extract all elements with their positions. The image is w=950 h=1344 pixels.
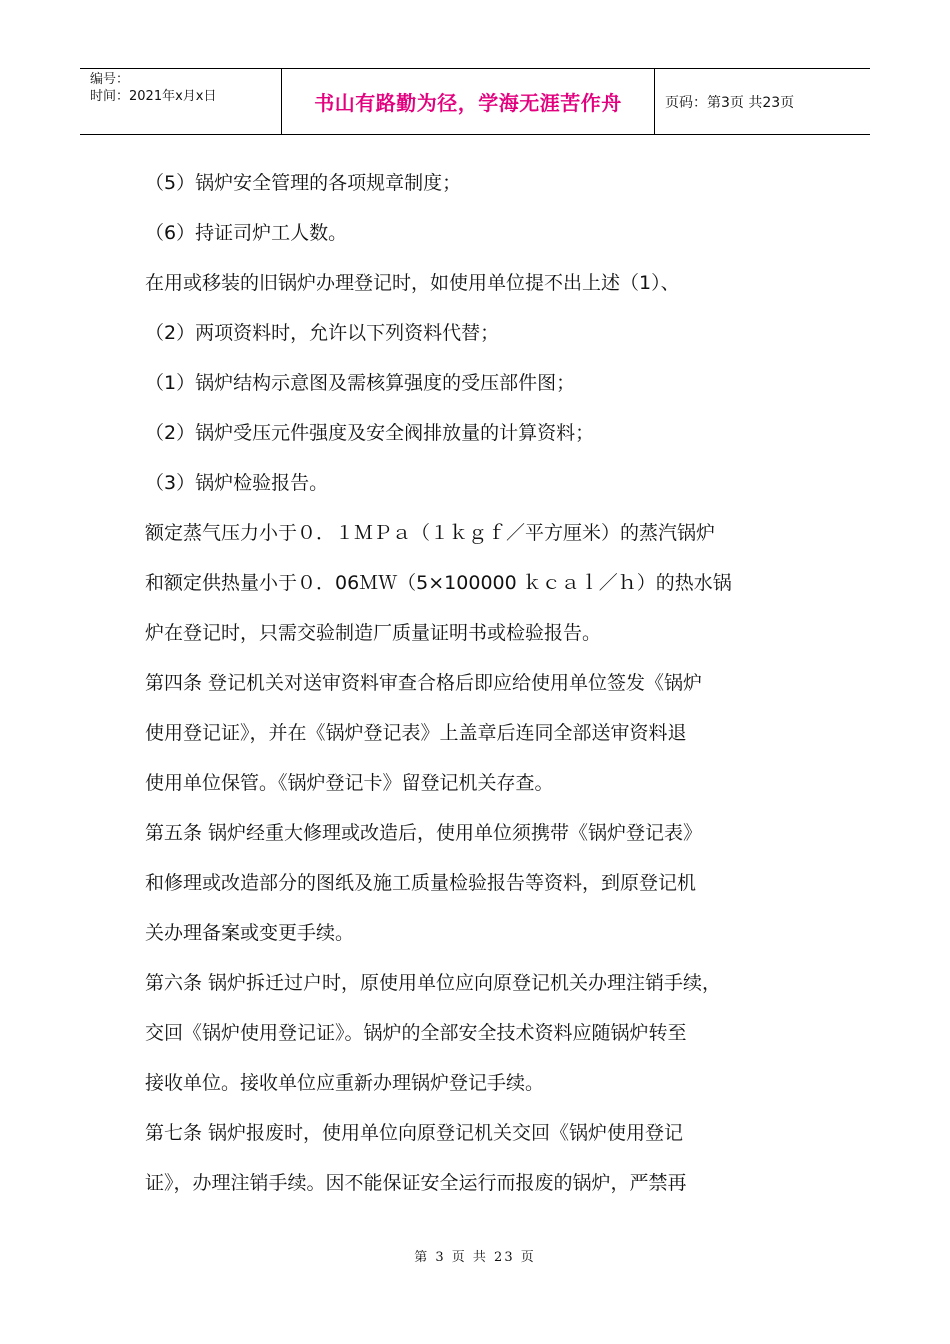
body-line: 额定蒸气压力小于０．１ＭＰａ（１ｋｇｆ／平方厘米）的蒸汽锅炉 [145, 522, 716, 544]
body-line: 和额定供热量小于０．06ＭＷ（5×100000 ｋｃａｌ／ｈ）的热水锅 [145, 572, 732, 594]
body-line: 第四条 登记机关对送审资料审查合格后即应给使用单位签发《锅炉 [145, 672, 703, 694]
body-line: （3）锅炉检验报告。 [145, 472, 329, 494]
body-line: 关办理备案或变更手续。 [145, 922, 355, 944]
body-line: 证》，办理注销手续。因不能保证安全运行而报废的锅炉，严禁再 [145, 1172, 687, 1194]
body-line: 第五条 锅炉经重大修理或改造后，使用单位须携带《锅炉登记表》 [145, 822, 703, 844]
body-line: （5）锅炉安全管理的各项规章制度； [145, 172, 462, 194]
header-motto: 书山有路勤为径，学海无涯苦作舟 [282, 69, 655, 134]
body-line: 使用登记证》，并在《锅炉登记表》上盖章后连同全部送审资料退 [145, 722, 687, 744]
body-line: 交回《锅炉使用登记证》。锅炉的全部安全技术资料应随锅炉转至 [145, 1022, 687, 1044]
body-line: （6）持证司炉工人数。 [145, 222, 348, 244]
document-body [145, 158, 825, 1208]
body-line: （2）锅炉受压元件强度及安全阀排放量的计算资料； [145, 422, 595, 444]
body-line: （1）锅炉结构示意图及需核算强度的受压部件图； [145, 372, 576, 394]
document-number-label: 编号： [90, 72, 130, 87]
body-line: 接收单位。接收单位应重新办理锅炉登记手续。 [145, 1072, 545, 1094]
body-line: 在用或移装的旧锅炉办理登记时，如使用单位提不出上述（1）、 [145, 272, 680, 294]
body-line: （2）两项资料时，允许以下列资料代替； [145, 322, 500, 344]
body-line: 炉在登记时，只需交验制造厂质量证明书或检验报告。 [145, 622, 602, 644]
body-line: 和修理或改造部分的图纸及施工质量检验报告等资料，到原登记机 [145, 872, 697, 894]
body-line: 使用单位保管。《锅炉登记卡》留登记机关存查。 [145, 772, 554, 794]
page-footer: 第 3 页 共 23 页 [414, 1250, 536, 1265]
body-line: 第六条 锅炉拆迁过户时，原使用单位应向原登记机关办理注销手续， [145, 972, 722, 994]
header-meta [80, 69, 282, 134]
document-time-label: 时间：2021年x月x日 [90, 89, 217, 104]
document-header [80, 68, 870, 135]
body-line: 第七条 锅炉报废时，使用单位向原登记机关交回《锅炉使用登记 [145, 1122, 684, 1144]
header-page-info: 页码：第3页 共23页 [665, 94, 795, 111]
